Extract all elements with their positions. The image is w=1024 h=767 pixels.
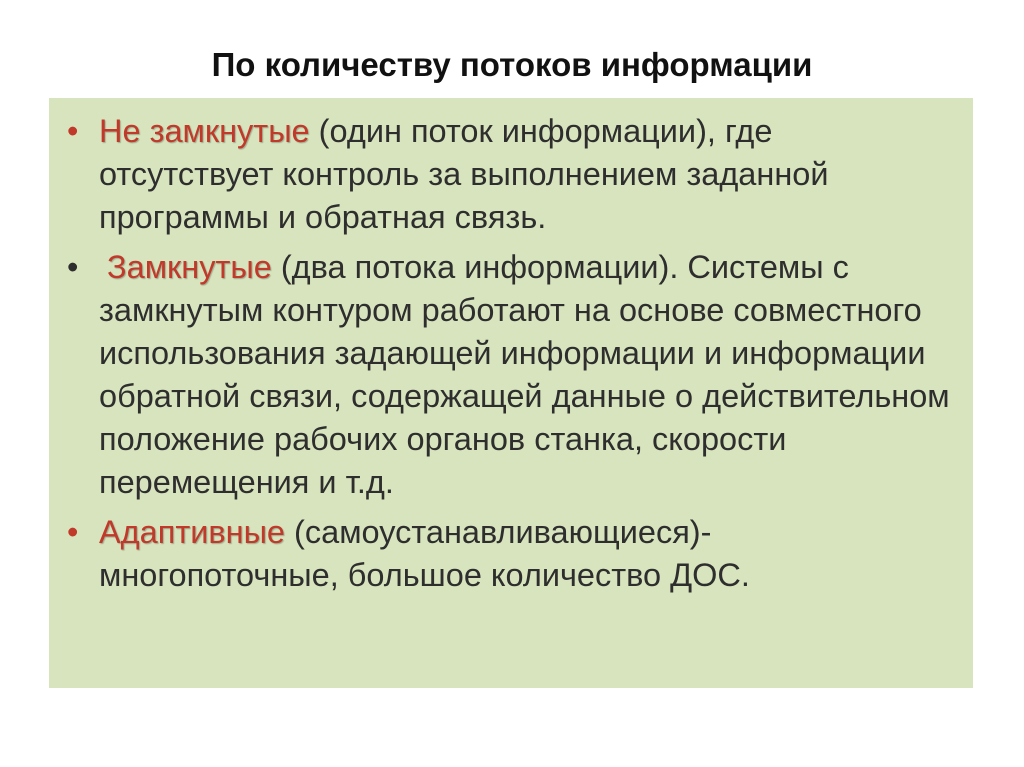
bullet-item-closed-loop [67, 246, 953, 504]
term-open-loop: Не замкнутые [99, 113, 310, 149]
bullet-dot-icon: • [67, 514, 79, 550]
content-box [49, 98, 973, 688]
bullet-dot-icon: • [67, 113, 79, 149]
term-closed-loop: Замкнутые [107, 249, 272, 285]
description-adaptive: (самоустанавливающиеся)- многопоточные, большое количество ДОС. [99, 514, 750, 593]
term-adaptive: Адаптивные [99, 514, 286, 550]
bullet-dot-icon: • [67, 249, 79, 285]
bullet-item-open-loop [67, 110, 953, 239]
slide-title: По количеству потоков информации [211, 46, 813, 83]
description-open-loop: (один поток информации), где отсутствует контроль за выполнением заданной программы и обратная связь. [99, 113, 829, 235]
bullet-item-adaptive [67, 511, 953, 597]
bullet-list [67, 110, 953, 597]
description-closed-loop: (два потока информации). Системы с замкнутым контуром работают на основе совместного использования задающей информации и информации обратной связи, содержащей данные о действительном положение рабочих органов станка, скорости перемещения и т.д. [99, 249, 950, 500]
